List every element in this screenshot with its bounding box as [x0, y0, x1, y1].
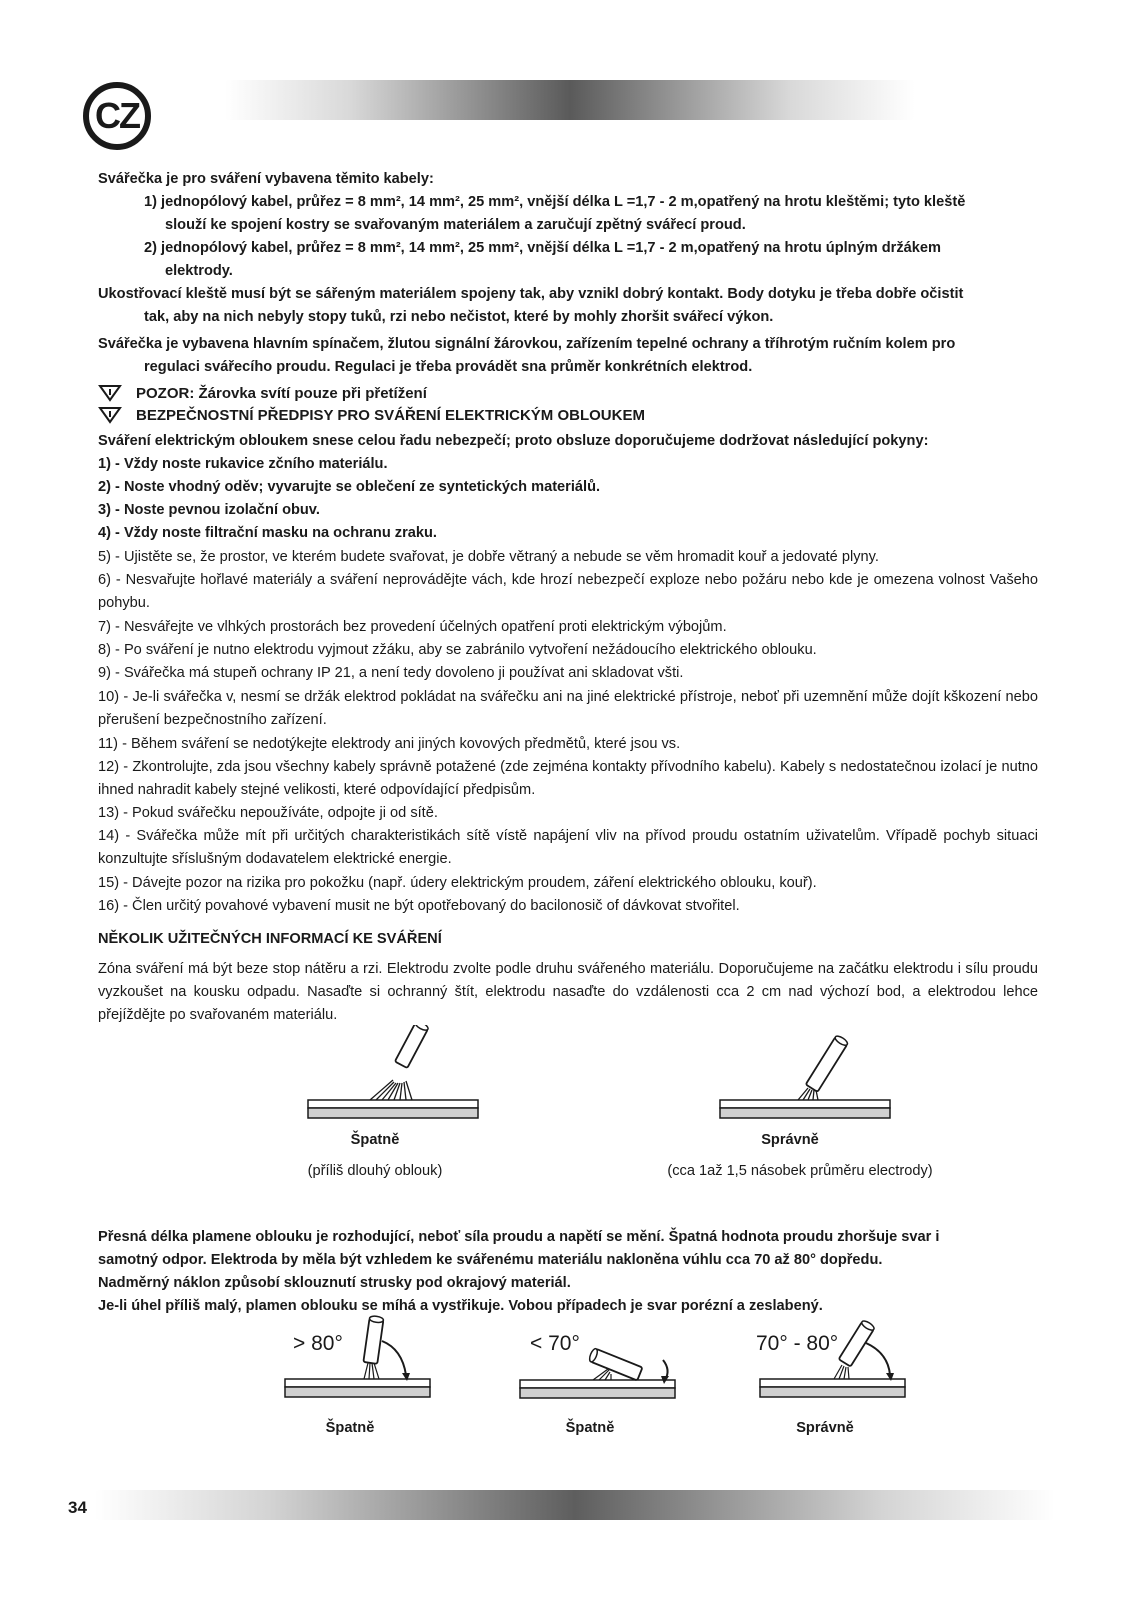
safety-item-12: 12) - Zkontrolujte, zda jsou všechny kabely správně potažené (zde zejména kontakty přívodního kabelu). Kabely s nedostatečnou izolací je nutno ihned nahradit kabely stejné velikosti, které odpovídající předpisům.: [98, 759, 1038, 798]
caution-text: POZOR: Žárovka svítí pouze při přetížení: [136, 384, 427, 402]
angle-3-label: Správně: [796, 1420, 854, 1436]
safety-heading-text: BEZPEČNOSTNÍ PŘEDPISY PRO SVÁŘENÍ ELEKTRICKÝM OBLOUKEM: [136, 406, 645, 424]
angle-line-2: samotný odpor. Elektroda by měla být vzhledem ke svářenému materiálu nakloněna vúhlu cca 70 až 80° dopředu.: [98, 1252, 883, 1268]
arc-wrong-label: Špatně: [350, 1132, 400, 1148]
safety-heading-row: [98, 406, 645, 424]
safety-item-2: 2) - Noste vhodný oděv; vyvarujte se oblečení ze syntetických materiálů.: [98, 479, 601, 495]
arc-wrong-caption: (příliš dlouhý oblouk): [307, 1163, 443, 1179]
language-badge-text: CZ: [95, 95, 139, 136]
footer-gradient-bar: [95, 1490, 1055, 1520]
arc-right-caption: (cca 1až 1,5 násobek průměru electrody): [667, 1163, 933, 1179]
page-number: 34: [68, 1498, 87, 1517]
intro-item2-a: 2) jednopólový kabel, průřez = 8 mm², 14 mm², 25 mm², vnější délka L =1,7 - 2 m,opatřený na hrotu úplným držákem: [144, 240, 941, 256]
intro-item2-b: elektrody.: [165, 263, 233, 279]
angle-3-diagram: [750, 1315, 920, 1420]
safety-item-16: 16) - Člen určitý povahové vybavení musit ne být opotřebovaný do bacilonosič of dávkovat stvořitel.: [98, 898, 740, 914]
safety-item-10: 10) - Je-li svářečka v, nesmí se držák elektrod pokládat na svářečku ani na jiné elektrické přístroje, neboť při uzemnění může dojít kškození nebo přerušení bezpečnostního zařízení.: [98, 689, 1038, 728]
info-paragraph: Zóna sváření má být beze stop nátěru a rzi. Elektrodu zvolte podle druhu svářeného materiálu. Doporučujeme na začátku elektrodu i sílu proudu vyzkoušet na kousku odpadu. Nasaďte si ochranný štít, elektrodu nasaďte do vzdálenosti cca 2 cm nad výchozí bod, a elektrodou lehce přejíždějte po svařovaném materiálu.: [98, 961, 1038, 1023]
warning-triangle-icon: [98, 406, 122, 424]
angle-2-label: Špatně: [565, 1420, 615, 1436]
arc-right-diagram: [710, 1030, 910, 1130]
safety-item-9: 9) - Svářečka má stupeň ochrany IP 21, a není tedy dovoleno ji používat ani skladovat všti.: [98, 665, 684, 681]
intro-clamp-b: tak, aby na nich nebyly stopy tuků, rzi nebo nečistot, které by mohly zhoršit svářecí výkon.: [144, 309, 774, 325]
angle-1-diagram: [280, 1315, 440, 1420]
angle-line-1: Přesná délka plamene oblouku je rozhodující, neboť síla proudu a napětí se mění. Špatná hodnota proudu zhoršuje svar i: [98, 1229, 940, 1245]
angle-3-value: 70° - 80°: [756, 1332, 839, 1355]
angle-1-label: Špatně: [325, 1420, 375, 1436]
safety-intro: Sváření elektrickým obloukem snese celou řadu nebezpečí; proto obsluze doporučujeme dodržovat následující pokyny:: [98, 433, 929, 449]
intro-item1-b: slouží ke spojení kostry se svařovaným materiálem a zaručují zpětný svářecí proud.: [165, 217, 746, 233]
safety-item-11: 11) - Během sváření se nedotýkejte elektrody ani jiných kovových předmětů, které jsou vs.: [98, 736, 681, 752]
info-heading: NĚKOLIK UŽITEČNÝCH INFORMACÍ KE SVÁŘENÍ: [98, 931, 442, 947]
header-gradient-bar: [225, 80, 915, 120]
safety-item-1: 1) - Vždy noste rukavice zčního materiálu.: [98, 456, 388, 472]
angle-1-value: > 80°: [293, 1332, 343, 1355]
safety-item-4: 4) - Vždy noste filtrační masku na ochranu zraku.: [98, 525, 437, 541]
safety-item-14: 14) - Svářečka může mít při určitých charakteristikách sítě vístě napájení vliv na přívod proudu ostatním uživatelům. Vřípadě pochyb situaci konzultujte sříslušným dodavatelem elektrické energie.: [98, 828, 1038, 867]
language-badge: [83, 82, 151, 150]
angle-2-diagram: [515, 1340, 685, 1420]
intro-switch-a: Svářečka je vybavena hlavním spínačem, žlutou signální žárovkou, zařízením tepelné ochrany a tříhrotým ručním kolem pro: [98, 336, 956, 352]
angle-2-value: < 70°: [530, 1332, 580, 1355]
angle-line-4: Je-li úhel příliš malý, plamen oblouku se míhá a vystřikuje. Vobou případech je svar porézní a zeslabený.: [98, 1298, 823, 1314]
intro-clamp-a: Ukostřovací kleště musí být se sářeným materiálem spojeny tak, aby vznikl dobrý kontakt. Body dotyku je třeba dobře očistit: [98, 286, 964, 302]
angle-line-3: Nadměrný náklon způsobí sklouznutí strusky pod okrajový materiál.: [98, 1275, 571, 1291]
safety-item-13: 13) - Pokud svářečku nepoužíváte, odpojte ji od sítě.: [98, 805, 438, 821]
safety-item-5: 5) - Ujistěte se, že prostor, ve kterém budete svařovat, je dobře větraný a nebude se věm hromadit kouř a jedovaté plyny.: [98, 549, 879, 565]
arc-wrong-diagram: [290, 1025, 490, 1130]
intro-lead-text: Svářečka je pro sváření vybavena těmito kabely:: [98, 171, 434, 187]
intro-lead: [98, 168, 1038, 191]
safety-item-3: 3) - Noste pevnou izolační obuv.: [98, 502, 320, 518]
caution-row: [98, 384, 427, 402]
safety-item-7: 7) - Nesvářejte ve vlhkých prostorách bez provedení účelných opatření proti elektrickým výbojům.: [98, 619, 727, 635]
intro-switch-b: regulaci svářecího proudu. Regulaci je třeba provádět sna průměr konkrétních elektrod.: [144, 359, 753, 375]
safety-item-15: 15) - Dávejte pozor na rizika pro pokožku (např. údery elektrickým proudem, záření elektrického oblouku, kouř).: [98, 875, 817, 891]
arc-right-label: Správně: [761, 1132, 819, 1148]
warning-triangle-icon: [98, 384, 122, 402]
safety-item-8: 8) - Po sváření je nutno elektrodu vyjmout zžáku, aby se zabránilo vytvoření nežádoucího elektrického oblouku.: [98, 642, 817, 658]
safety-item-6: 6) - Nesvařujte hořlavé materiály a sváření neprovádějte vách, kde hrozí nebezpečí exploze nebo požáru nebo kde je omezena volnost Vašeho pohybu.: [98, 572, 1038, 611]
intro-item1-a: 1) jednopólový kabel, průřez = 8 mm², 14 mm², 25 mm², vnější délka L =1,7 - 2 m,opatřený na hrotu kleštěmi; tyto kleště: [144, 194, 966, 210]
